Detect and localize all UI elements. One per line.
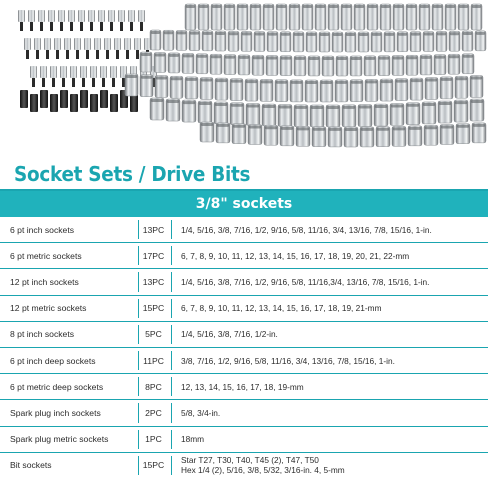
socket-opening bbox=[396, 80, 407, 83]
column-divider bbox=[171, 403, 172, 422]
socket-opening bbox=[231, 80, 242, 83]
socket-opening bbox=[261, 80, 272, 83]
bit-tip bbox=[30, 22, 33, 31]
socket-opening bbox=[359, 33, 368, 36]
row-sizes bbox=[171, 434, 488, 444]
bit-tip bbox=[76, 50, 79, 59]
socket-opening bbox=[329, 128, 341, 131]
socket-table bbox=[0, 189, 488, 477]
socket-opening bbox=[211, 55, 221, 58]
socket-opening bbox=[309, 57, 319, 60]
row-sizes bbox=[171, 329, 488, 339]
column-divider bbox=[171, 351, 172, 370]
bit-socket bbox=[78, 10, 85, 22]
row-sizes-line: 3/8, 7/16, 1/2, 9/16, 5/8, 11/16, 3/4, 13/16, 7/8, 15/16, 1-in. bbox=[181, 355, 395, 366]
bit-tip bbox=[90, 22, 93, 31]
column-divider bbox=[138, 456, 139, 475]
socket-opening bbox=[439, 102, 451, 105]
row-sizes-line: 18mm bbox=[181, 434, 205, 445]
socket-opening bbox=[183, 54, 193, 57]
socket-opening bbox=[365, 57, 375, 60]
socket-opening bbox=[215, 103, 227, 106]
row-qty: 1PC bbox=[145, 434, 162, 445]
socket-opening bbox=[126, 75, 137, 78]
socket-opening bbox=[197, 55, 207, 58]
socket-opening bbox=[264, 5, 273, 8]
socket-opening bbox=[186, 78, 197, 81]
dark-bit bbox=[130, 94, 138, 112]
bit-tip bbox=[36, 50, 39, 59]
socket-opening bbox=[295, 106, 307, 109]
row-name: Spark plug metric sockets bbox=[10, 434, 109, 445]
column-divider bbox=[171, 272, 172, 291]
socket-opening bbox=[177, 31, 186, 34]
column-divider bbox=[138, 299, 139, 318]
socket-opening bbox=[156, 76, 167, 79]
socket-opening bbox=[450, 32, 459, 35]
column-divider bbox=[138, 220, 139, 239]
bit-socket bbox=[84, 38, 91, 50]
socket-opening bbox=[297, 127, 309, 130]
row-name: Spark plug inch sockets bbox=[10, 407, 101, 418]
socket-opening bbox=[409, 127, 421, 130]
column-divider bbox=[171, 246, 172, 265]
table-row bbox=[0, 243, 488, 269]
socket-opening bbox=[366, 80, 377, 83]
socket-opening bbox=[455, 101, 467, 104]
row-qty: 13PC bbox=[142, 276, 165, 287]
socket-opening bbox=[216, 32, 225, 35]
row-sizes-line: 5/8, 3/4-in. bbox=[181, 407, 221, 418]
row-qty: 17PC bbox=[142, 250, 165, 261]
socket-opening bbox=[169, 54, 179, 57]
bit-socket bbox=[40, 66, 47, 78]
row-sizes-line: 1/4, 5/16, 3/8, 7/16, 1/2-in. bbox=[181, 329, 278, 340]
socket-opening bbox=[463, 32, 472, 35]
bit-socket bbox=[28, 10, 35, 22]
bit-tip bbox=[72, 78, 75, 87]
socket-opening bbox=[381, 5, 390, 8]
socket-opening bbox=[372, 33, 381, 36]
bit-tip bbox=[112, 78, 115, 87]
socket-opening bbox=[277, 5, 286, 8]
row-sizes bbox=[171, 303, 488, 313]
column-divider bbox=[138, 430, 139, 449]
row-qty: 15PC bbox=[142, 460, 165, 471]
socket-opening bbox=[295, 57, 305, 60]
row-sizes bbox=[171, 225, 488, 235]
bit-socket bbox=[94, 38, 101, 50]
bit-tip bbox=[32, 78, 35, 87]
bit-socket bbox=[108, 10, 115, 22]
row-name: 6 pt metric sockets bbox=[10, 250, 82, 261]
dark-bit bbox=[30, 94, 38, 112]
bit-tip bbox=[92, 78, 95, 87]
socket-opening bbox=[375, 105, 387, 108]
table-row bbox=[0, 400, 488, 426]
bit-tip bbox=[42, 78, 45, 87]
socket-opening bbox=[323, 57, 333, 60]
socket-opening bbox=[311, 106, 323, 109]
bit-socket bbox=[80, 66, 87, 78]
socket-opening bbox=[320, 33, 329, 36]
socket-opening bbox=[171, 77, 182, 80]
socket-opening bbox=[345, 128, 357, 131]
table-row bbox=[0, 217, 488, 243]
bit-socket bbox=[68, 10, 75, 22]
socket-opening bbox=[225, 5, 234, 8]
row-sizes-line-2: Hex 1/4 (2), 5/16, 3/8, 5/32, 3/16-in. 4, 5-mm bbox=[181, 465, 345, 476]
socket-opening bbox=[355, 5, 364, 8]
bit-socket bbox=[18, 10, 25, 22]
dark-bit bbox=[80, 90, 88, 108]
bit-socket bbox=[98, 10, 105, 22]
bit-socket bbox=[70, 66, 77, 78]
bit-tip bbox=[96, 50, 99, 59]
bit-tip bbox=[20, 22, 23, 31]
row-sizes-line: 6, 7, 8, 9, 10, 11, 12, 13, 14, 15, 16, 17, 18, 19, 20, 21, 22-mm bbox=[181, 250, 410, 261]
socket-opening bbox=[398, 33, 407, 36]
bit-tip bbox=[120, 22, 123, 31]
row-sizes bbox=[171, 382, 488, 392]
bit-tip bbox=[140, 22, 143, 31]
row-qty: 15PC bbox=[142, 303, 165, 314]
bit-tip bbox=[80, 22, 83, 31]
socket-opening bbox=[377, 128, 389, 131]
dark-bit bbox=[90, 94, 98, 112]
table-body bbox=[0, 217, 488, 477]
socket-opening bbox=[333, 33, 342, 36]
socket-opening bbox=[471, 100, 483, 103]
dark-bit bbox=[50, 94, 58, 112]
table-row bbox=[0, 374, 488, 400]
bit-tip bbox=[46, 50, 49, 59]
socket-opening bbox=[186, 5, 195, 8]
row-sizes bbox=[171, 277, 488, 287]
row-sizes bbox=[171, 356, 488, 366]
row-sizes bbox=[171, 408, 488, 418]
row-name: 12 pt metric sockets bbox=[10, 303, 87, 314]
socket-opening bbox=[449, 55, 459, 58]
column-divider bbox=[138, 351, 139, 370]
socket-opening bbox=[407, 104, 419, 107]
socket-opening bbox=[337, 57, 347, 60]
socket-opening bbox=[217, 124, 229, 127]
bit-tip bbox=[130, 22, 133, 31]
socket-opening bbox=[411, 79, 422, 82]
socket-opening bbox=[471, 76, 482, 79]
socket-opening bbox=[437, 32, 446, 35]
socket-opening bbox=[233, 125, 245, 128]
socket-opening bbox=[359, 106, 371, 109]
socket-opening bbox=[342, 5, 351, 8]
bit-tip bbox=[56, 50, 59, 59]
table-row bbox=[0, 322, 488, 348]
dark-bit bbox=[110, 94, 118, 112]
row-sizes-line: 1/4, 5/16, 3/8, 7/16, 1/2, 9/16, 5/8, 11/16,3/4, 13/16, 7/8, 15/16, 1-in. bbox=[181, 276, 430, 287]
socket-opening bbox=[321, 81, 332, 84]
table-row bbox=[0, 348, 488, 374]
column-divider bbox=[138, 272, 139, 291]
row-name: 6 pt inch deep sockets bbox=[10, 355, 96, 366]
product-photo bbox=[0, 0, 488, 158]
socket-set-image bbox=[0, 0, 488, 158]
page-title: Socket Sets / Drive Bits bbox=[14, 162, 251, 186]
bit-tip bbox=[86, 50, 89, 59]
socket-opening bbox=[426, 79, 437, 82]
socket-opening bbox=[391, 104, 403, 107]
socket-opening bbox=[279, 106, 291, 109]
socket-opening bbox=[435, 56, 445, 59]
table-row bbox=[0, 269, 488, 295]
bit-tip bbox=[102, 78, 105, 87]
socket-opening bbox=[249, 126, 261, 129]
row-sizes-line: Star T27, T30, T40, T45 (2), T47, T50 bbox=[181, 455, 319, 466]
table-header: 3/8" sockets bbox=[0, 191, 488, 217]
bit-socket bbox=[44, 38, 51, 50]
socket-opening bbox=[336, 81, 347, 84]
socket-opening bbox=[313, 128, 325, 131]
socket-opening bbox=[141, 76, 152, 79]
socket-opening bbox=[190, 32, 199, 35]
bit-tip bbox=[50, 22, 53, 31]
row-sizes-line: 1/4, 5/16, 3/8, 7/16, 1/2, 9/16, 5/8, 11/16, 3/4, 13/16, 7/8, 15/16, 1-in. bbox=[181, 224, 432, 235]
socket-opening bbox=[327, 106, 339, 109]
dark-bit bbox=[60, 90, 68, 108]
bit-socket bbox=[100, 66, 107, 78]
dark-bit bbox=[70, 94, 78, 112]
socket-opening bbox=[473, 124, 485, 127]
socket-opening bbox=[247, 104, 259, 107]
socket-opening bbox=[433, 5, 442, 8]
socket-opening bbox=[251, 5, 260, 8]
socket-opening bbox=[199, 102, 211, 105]
bit-tip bbox=[66, 50, 69, 59]
socket-opening bbox=[268, 33, 277, 36]
socket-opening bbox=[476, 32, 485, 35]
socket-opening bbox=[216, 79, 227, 82]
socket-opening bbox=[306, 81, 317, 84]
socket-opening bbox=[307, 33, 316, 36]
socket-opening bbox=[472, 5, 481, 8]
socket-opening bbox=[239, 56, 249, 59]
bit-socket bbox=[50, 66, 57, 78]
row-name: 12 pt inch sockets bbox=[10, 276, 79, 287]
socket-opening bbox=[459, 5, 468, 8]
socket-opening bbox=[351, 81, 362, 84]
socket-opening bbox=[242, 32, 251, 35]
socket-opening bbox=[294, 33, 303, 36]
row-qty: 11PC bbox=[143, 355, 164, 366]
socket-opening bbox=[381, 80, 392, 83]
column-divider bbox=[138, 246, 139, 265]
row-qty: 2PC bbox=[145, 407, 162, 418]
table-row bbox=[0, 453, 488, 477]
bit-socket bbox=[38, 10, 45, 22]
bit-socket bbox=[138, 10, 145, 22]
socket-opening bbox=[151, 31, 160, 34]
bit-tip bbox=[122, 78, 125, 87]
socket-opening bbox=[446, 5, 455, 8]
row-name: 6 pt inch sockets bbox=[10, 224, 75, 235]
socket-opening bbox=[276, 81, 287, 84]
bit-socket bbox=[60, 66, 67, 78]
socket-opening bbox=[463, 55, 473, 58]
bit-socket bbox=[88, 10, 95, 22]
socket-opening bbox=[407, 56, 417, 59]
bit-socket bbox=[30, 66, 37, 78]
socket-opening bbox=[203, 32, 212, 35]
socket-opening bbox=[393, 127, 405, 130]
socket-opening bbox=[379, 57, 389, 60]
socket-opening bbox=[229, 32, 238, 35]
socket-opening bbox=[420, 5, 429, 8]
socket-opening bbox=[255, 33, 264, 36]
row-qty: 5PC bbox=[145, 329, 162, 340]
socket-opening bbox=[385, 33, 394, 36]
socket-opening bbox=[246, 80, 257, 83]
bit-socket bbox=[34, 38, 41, 50]
socket-opening bbox=[265, 126, 277, 129]
column-divider bbox=[138, 325, 139, 344]
bit-socket bbox=[74, 38, 81, 50]
row-name: 6 pt metric deep sockets bbox=[10, 381, 104, 392]
bit-socket bbox=[90, 66, 97, 78]
bit-tip bbox=[62, 78, 65, 87]
row-sizes-line: 6, 7, 8, 9, 10, 11, 12, 13, 14, 15, 16, 17, 18, 19, 21-mm bbox=[181, 303, 382, 314]
table-row bbox=[0, 296, 488, 322]
socket-opening bbox=[343, 106, 355, 109]
socket-opening bbox=[238, 5, 247, 8]
bit-tip bbox=[100, 22, 103, 31]
row-sizes bbox=[171, 455, 488, 475]
socket-opening bbox=[141, 53, 151, 56]
column-divider bbox=[171, 430, 172, 449]
column-divider bbox=[171, 377, 172, 396]
socket-opening bbox=[303, 5, 312, 8]
socket-opening bbox=[368, 5, 377, 8]
socket-opening bbox=[456, 77, 467, 80]
socket-opening bbox=[441, 78, 452, 81]
socket-opening bbox=[411, 33, 420, 36]
dark-bit bbox=[20, 90, 28, 108]
row-sizes-line: 12, 13, 14, 15, 16, 17, 18, 19-mm bbox=[181, 381, 304, 392]
socket-opening bbox=[329, 5, 338, 8]
socket-opening bbox=[441, 126, 453, 129]
bit-tip bbox=[40, 22, 43, 31]
column-divider bbox=[138, 403, 139, 422]
bit-tip bbox=[136, 50, 139, 59]
bit-socket bbox=[48, 10, 55, 22]
row-name: Bit sockets bbox=[10, 460, 52, 471]
socket-opening bbox=[281, 127, 293, 130]
bit-socket bbox=[24, 38, 31, 50]
bit-socket bbox=[104, 38, 111, 50]
dark-bit bbox=[100, 90, 108, 108]
socket-opening bbox=[291, 81, 302, 84]
bit-tip bbox=[106, 50, 109, 59]
bit-socket bbox=[134, 38, 141, 50]
socket-opening bbox=[151, 99, 163, 102]
socket-opening bbox=[394, 5, 403, 8]
socket-opening bbox=[164, 31, 173, 34]
socket-opening bbox=[424, 33, 433, 36]
bit-tip bbox=[52, 78, 55, 87]
bit-socket bbox=[128, 10, 135, 22]
bit-tip bbox=[70, 22, 73, 31]
bit-socket bbox=[110, 66, 117, 78]
socket-opening bbox=[253, 56, 263, 59]
bit-tip bbox=[26, 50, 29, 59]
column-divider bbox=[171, 220, 172, 239]
socket-opening bbox=[393, 56, 403, 59]
bit-socket bbox=[58, 10, 65, 22]
column-divider bbox=[171, 456, 172, 475]
bit-socket bbox=[118, 10, 125, 22]
bit-socket bbox=[54, 38, 61, 50]
row-sizes bbox=[171, 251, 488, 261]
socket-opening bbox=[290, 5, 299, 8]
socket-opening bbox=[167, 100, 179, 103]
bit-tip bbox=[60, 22, 63, 31]
socket-opening bbox=[281, 57, 291, 60]
socket-opening bbox=[423, 103, 435, 106]
bit-socket bbox=[64, 38, 71, 50]
socket-opening bbox=[421, 56, 431, 59]
socket-opening bbox=[183, 101, 195, 104]
dark-bit bbox=[40, 90, 48, 108]
bit-tip bbox=[116, 50, 119, 59]
table-row bbox=[0, 427, 488, 453]
row-qty: 13PC bbox=[142, 224, 165, 235]
socket-opening bbox=[225, 56, 235, 59]
socket-opening bbox=[346, 33, 355, 36]
socket-opening bbox=[425, 126, 437, 129]
socket-opening bbox=[316, 5, 325, 8]
row-qty: 8PC bbox=[145, 381, 162, 392]
socket-opening bbox=[407, 5, 416, 8]
socket-opening bbox=[351, 57, 361, 60]
row-name: 8 pt inch sockets bbox=[10, 329, 75, 340]
column-divider bbox=[171, 325, 172, 344]
socket-opening bbox=[201, 79, 212, 82]
bit-socket bbox=[114, 38, 121, 50]
bit-tip bbox=[82, 78, 85, 87]
column-divider bbox=[138, 377, 139, 396]
socket-opening bbox=[281, 33, 290, 36]
socket-opening bbox=[361, 128, 373, 131]
socket-opening bbox=[212, 5, 221, 8]
socket-opening bbox=[457, 125, 469, 128]
socket-opening bbox=[199, 5, 208, 8]
socket-opening bbox=[155, 53, 165, 56]
column-divider bbox=[171, 299, 172, 318]
socket-opening bbox=[267, 56, 277, 59]
socket-opening bbox=[263, 105, 275, 108]
socket-opening bbox=[201, 123, 213, 126]
bit-tip bbox=[110, 22, 113, 31]
bit-socket bbox=[124, 38, 131, 50]
socket-opening bbox=[231, 104, 243, 107]
bit-tip bbox=[126, 50, 129, 59]
